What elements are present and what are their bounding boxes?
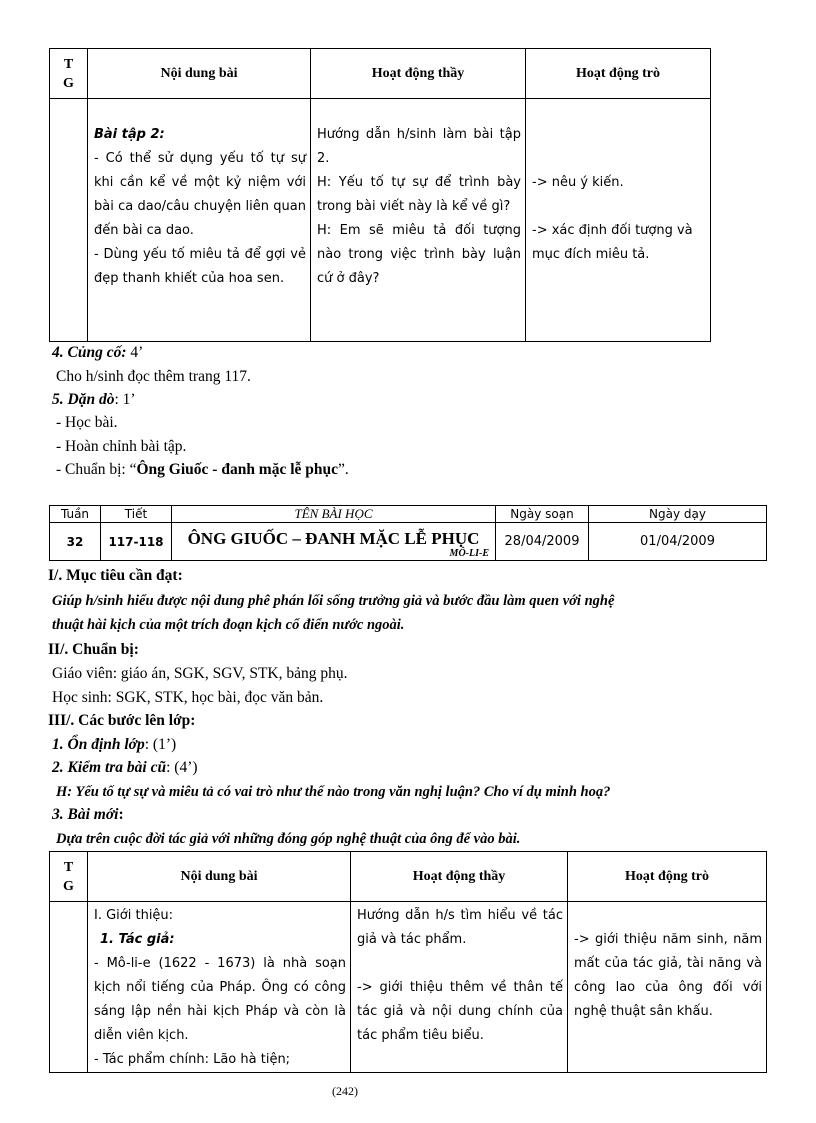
period-header: Tiết xyxy=(101,506,172,523)
step-3-colon: : xyxy=(118,806,124,823)
prep-prefix: - Chuẩn bị: “ xyxy=(56,461,137,478)
author-text: - Mô-li-e (1622 - 1673) là nhà soạn kịch nổi tiếng của Pháp. Ông có công sáng lập nền hài kịch Pháp và còn là diễn viên kịch. xyxy=(94,956,346,1043)
teacher-line: H: Yếu tố tự sự để trình bày trong bài viết này là kể về gì? xyxy=(317,175,521,214)
homework-item: - Học bài. xyxy=(56,414,118,431)
prep-date-header: Ngày soạn xyxy=(496,506,589,523)
teach-date-value: 01/04/2009 xyxy=(589,523,767,561)
activity-table-2 xyxy=(49,851,767,1073)
teach-date-header: Ngày dạy xyxy=(589,506,767,523)
content-header: Nội dung bài xyxy=(88,852,351,902)
homework-prep xyxy=(56,460,349,480)
preparation-teacher: Giáo viên: giáo án, SGK, SGV, STK, bảng phụ. xyxy=(52,665,348,682)
homework-time: : 1’ xyxy=(114,391,136,408)
lesson-name-cell xyxy=(172,523,496,561)
step-1-label: 1. Ổn định lớp xyxy=(52,736,145,753)
week-value: 32 xyxy=(50,523,101,561)
content-header: Nội dung bài xyxy=(88,49,311,99)
step-2 xyxy=(52,758,198,778)
teacher-line: Hướng dẫn h/s tìm hiểu về tác giả và tác phẩm. xyxy=(357,908,563,947)
step-2-label: 2. Kiểm tra bài cũ xyxy=(52,759,167,776)
tg-header: T G xyxy=(50,49,88,99)
prep-date-value: 28/04/2009 xyxy=(496,523,589,561)
page-number: (242) xyxy=(332,1084,358,1098)
teacher-header: Hoạt động thầy xyxy=(311,49,526,99)
exercise-title: Bài tập 2: xyxy=(94,127,165,142)
prep-suffix: ”. xyxy=(338,461,349,478)
consolidate-time: 4’ xyxy=(126,344,144,361)
homework-line xyxy=(52,390,136,410)
intro-heading: I. Giới thiệu: xyxy=(94,908,174,923)
homework-item: - Hoàn chỉnh bài tập. xyxy=(56,438,187,455)
activity-table-1 xyxy=(49,48,711,342)
teacher-cell xyxy=(351,902,568,1073)
content-cell xyxy=(88,902,351,1073)
student-header: Hoạt động trò xyxy=(568,852,767,902)
content-line: - Có thể sử dụng yếu tố tự sự khi cần kể về một kỷ niệm với bài ca dao/câu chuyện liên quan đến bài ca dao. xyxy=(94,151,306,238)
step-3-text: Dựa trên cuộc đời tác giả với những đóng góp nghệ thuật của ông để vào bài. xyxy=(56,831,521,847)
student-cell xyxy=(568,902,767,1073)
consolidate-text: Cho h/sinh đọc thêm trang 117. xyxy=(56,368,251,385)
teacher-header: Hoạt động thầy xyxy=(351,852,568,902)
homework-label: 5. Dặn dò xyxy=(52,391,115,408)
content-cell xyxy=(88,99,311,342)
preparation-heading: II/. Chuẩn bị: xyxy=(48,641,139,658)
lesson-name: ÔNG GIUỐC – ĐANH MẶC LỄ PHỤC xyxy=(187,528,480,548)
prep-title: Ông Giuốc - đanh mặc lễ phục xyxy=(136,461,339,478)
preparation-student: Học sinh: SGK, STK, học bài, đọc văn bản. xyxy=(52,689,324,706)
student-line: -> xác định đối tượng và mục đích miêu tả. xyxy=(532,223,693,262)
step-2-question: H: Yếu tố tự sự và miêu tả có vai trò như thế nào trong văn nghị luận? Cho ví dụ minh hoạ? xyxy=(56,784,611,800)
week-header: Tuần xyxy=(50,506,101,523)
student-header: Hoạt động trò xyxy=(526,49,711,99)
author-title: 1. Tác giả: xyxy=(100,932,175,947)
consolidate-line xyxy=(52,343,143,363)
teacher-line: -> giới thiệu thêm về thân tế tác giả và nội dung chính của tác phẩm tiêu biểu. xyxy=(357,980,563,1043)
period-value: 117-118 xyxy=(101,523,172,561)
works-text: - Tác phẩm chính: Lão hà tiện; xyxy=(94,1052,291,1067)
step-3-label: 3. Bài mới xyxy=(52,806,119,823)
teacher-line: H: Em sẽ miêu tả đối tượng nào trong việc trình bày luận cứ ở đây? xyxy=(317,223,521,286)
objectives-text: Giúp h/sinh hiểu được nội dung phê phán lối sống trưởng giả và bước đầu làm quen với nghệ xyxy=(52,593,615,609)
lesson-name-header: TÊN BÀI HỌC xyxy=(172,506,496,523)
objectives-text: thuật hài kịch của một trích đoạn kịch cổ điển nước ngoài. xyxy=(52,617,405,633)
objectives-heading: I/. Mục tiêu cần đạt: xyxy=(48,567,183,584)
teacher-cell xyxy=(311,99,526,342)
tg-header: T G xyxy=(50,852,88,902)
consolidate-label: 4. Củng cố: xyxy=(52,344,127,361)
student-cell xyxy=(526,99,711,342)
student-text: -> giới thiệu năm sinh, năm mất của tác giả, tài năng và công lao của ông đối với nghệ thuật sân khấu. xyxy=(574,932,762,1019)
step-3 xyxy=(52,805,124,825)
tg-cell xyxy=(50,902,88,1073)
content-line: - Dùng yếu tố miêu tả để gợi vẻ đẹp thanh khiết của hoa sen. xyxy=(94,247,306,286)
lesson-author: MÔ-LI-E xyxy=(449,548,489,559)
student-line: -> nêu ý kiến. xyxy=(532,175,624,190)
lesson-info-table xyxy=(49,505,767,561)
tg-cell xyxy=(50,99,88,342)
steps-heading: III/. Các bước lên lớp: xyxy=(48,712,196,729)
step-1 xyxy=(52,735,176,755)
step-1-time: : (1’) xyxy=(144,736,177,753)
teacher-line: Hướng dẫn h/sinh làm bài tập 2. xyxy=(317,127,521,166)
step-2-time: : (4’) xyxy=(166,759,198,776)
